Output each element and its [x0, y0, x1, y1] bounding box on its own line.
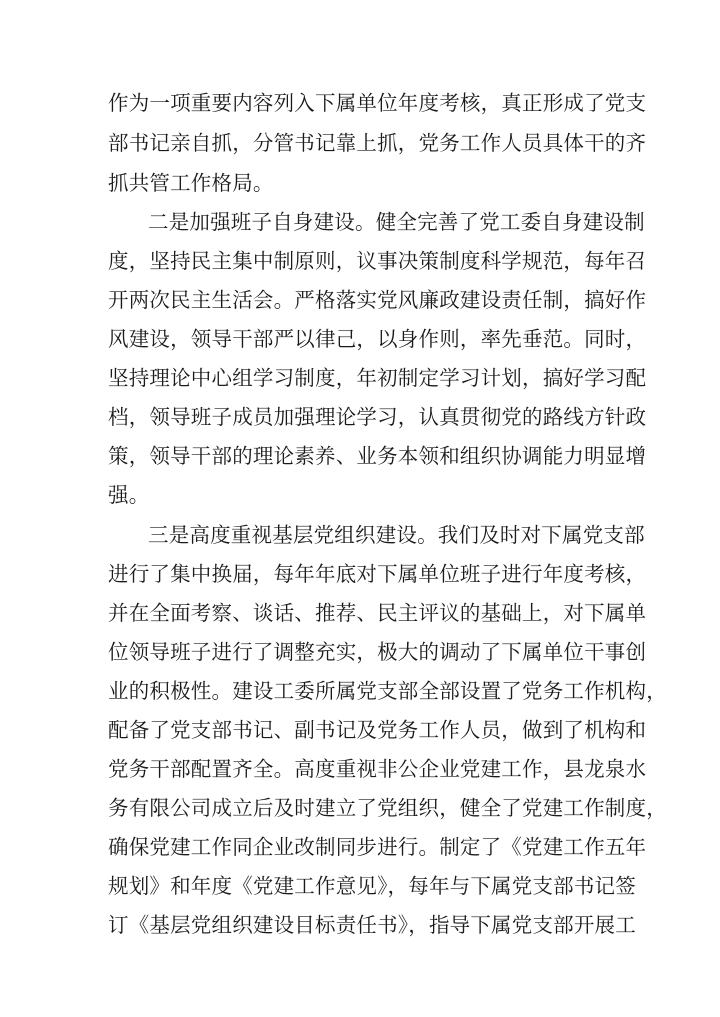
text-line: 作为一项重要内容列入下属单位年度考核，真正形成了党支 — [108, 91, 647, 115]
text-line: 档，领导班子成员加强理论学习，认真贯彻党的路线方针政 — [108, 405, 647, 429]
paragraph-start-line: 二是加强班子自身建设。健全完善了党工委自身建设制 — [148, 210, 645, 234]
text-line: 度，坚持民主集中制原则，议事决策制度科学规范，每年召 — [108, 249, 647, 273]
text-line: 部书记亲自抓，分管书记靠上抓，党务工作人员具体干的齐 — [108, 131, 647, 155]
text-line: 抓共管工作格局。 — [108, 171, 274, 195]
text-line: 务有限公司成立后及时建立了党组织，健全了党建工作制度， — [108, 796, 667, 820]
text-line: 开两次民主生活会。严格落实党风廉政建设责任制，搞好作 — [108, 288, 647, 312]
text-line: 订《基层党组织建设目标责任书》，指导下属党支部开展工 — [108, 913, 636, 937]
text-line: 策，领导干部的理论素养、业务本领和组织协调能力明显增 — [108, 444, 647, 468]
text-line: 坚持理论中心组学习制度，年初制定学习计划，搞好学习配 — [108, 366, 647, 390]
text-line: 确保党建工作同企业改制同步进行。制定了《党建工作五年 — [108, 835, 647, 859]
text-line: 规划》和年度《党建工作意见》，每年与下属党支部书记签 — [108, 874, 636, 898]
text-line: 党务干部配置齐全。高度重视非公企业党建工作，县龙泉水 — [108, 757, 647, 781]
text-line: 业的积极性。建设工委所属党支部全部设置了党务工作机构， — [108, 679, 667, 703]
paragraph-start-line: 三是高度重视基层党组织建设。我们及时对下属党支部 — [148, 523, 645, 547]
text-line: 强。 — [108, 483, 150, 507]
text-line: 配备了党支部书记、副书记及党务工作人员，做到了机构和 — [108, 718, 647, 742]
text-line: 并在全面考察、谈话、推荐、民主评议的基础上，对下属单 — [108, 601, 647, 625]
text-line: 风建设，领导干部严以律己，以身作则，率先垂范。同时， — [108, 327, 647, 351]
text-line: 位领导班子进行了调整充实，极大的调动了下属单位干事创 — [108, 640, 647, 664]
text-line: 进行了集中换届，每年年底对下属单位班子进行年度考核， — [108, 562, 647, 586]
